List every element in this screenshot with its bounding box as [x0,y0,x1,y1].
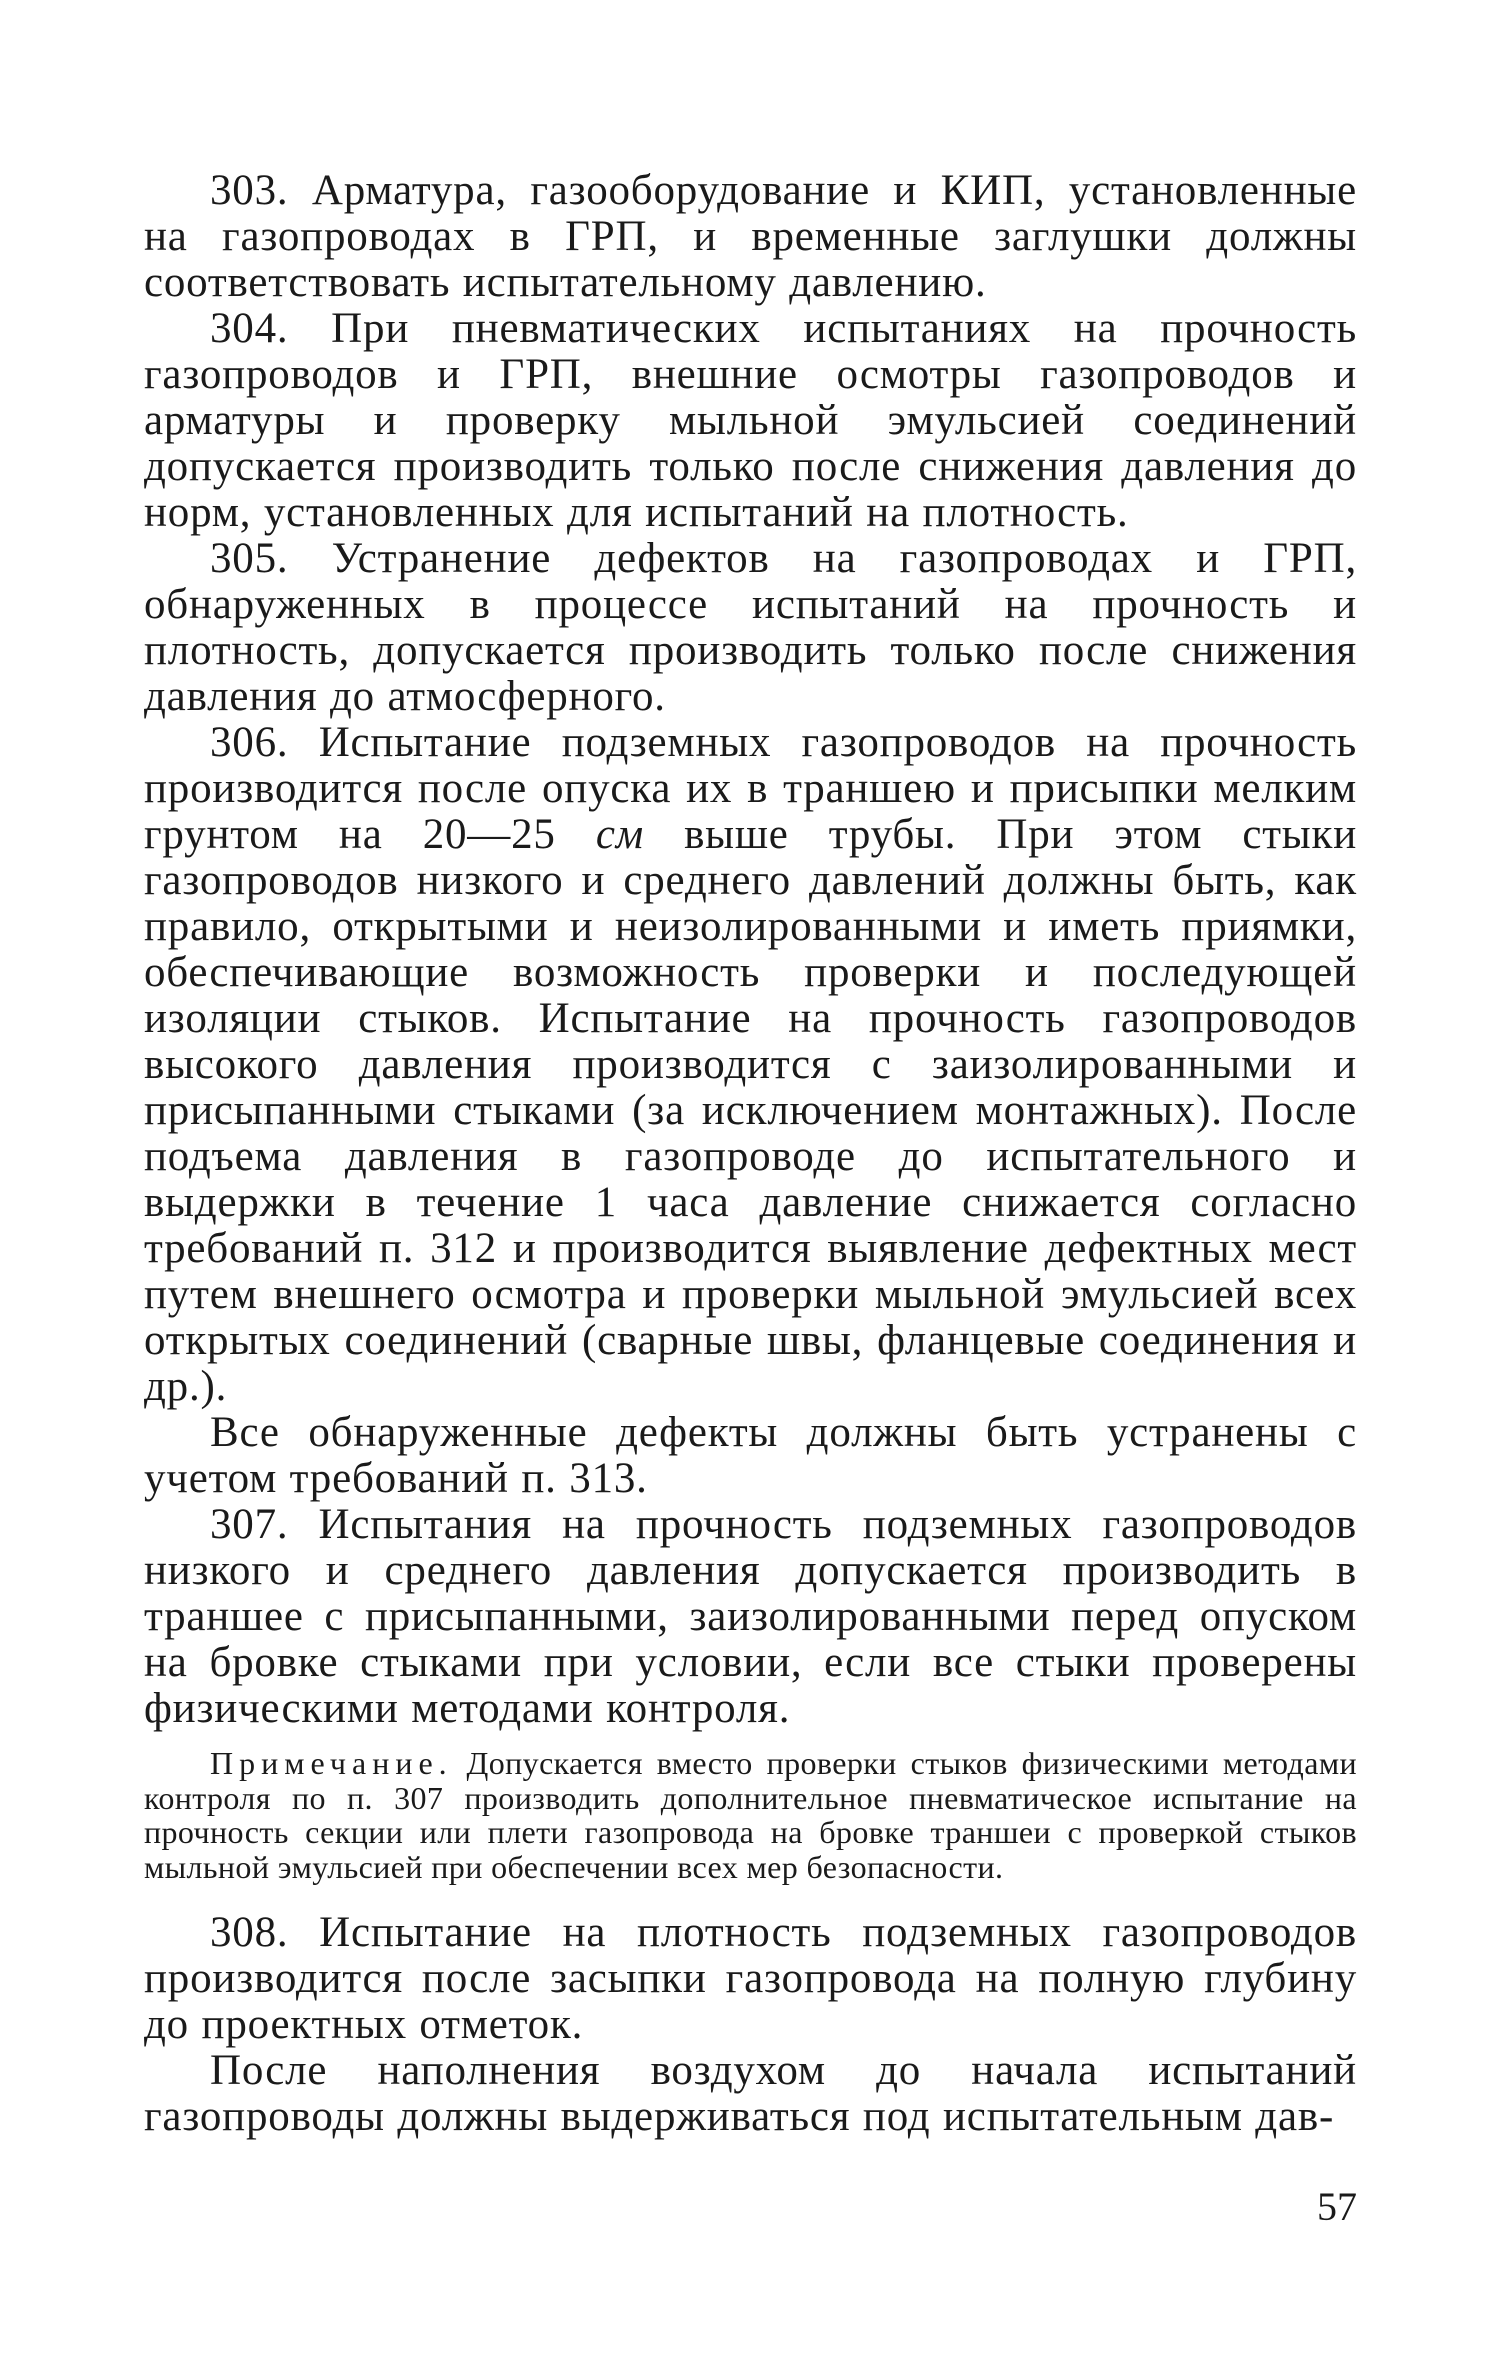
unit-cm: см [595,811,644,858]
paragraph-308: 308. Испытание на плотность подземных газопроводов производится после засыпки газопровода на полную глубину до проектных отметок. [144,1909,1357,2048]
paragraph-306-continuation: Все обнаруженные дефекты должны быть устранены с учетом требований п. 313. [144,1409,1357,1502]
paragraph-308-continuation: После наполнения воздухом до начала испытаний газопроводы должны выдерживаться под испытательным дав- [144,2047,1357,2140]
paragraph-306-text-start: 306. Испытание подземных газопроводов на прочность производится после опуска их в траншею и присыпки мелким грунтом на 20—25 [144,719,1357,858]
body-text [144,168,1357,2140]
paragraph-306 [144,720,1357,1410]
page-number: 57 [1317,2184,1357,2229]
paragraph-307: 307. Испытания на прочность подземных газопроводов низкого и среднего давления допускается производить в траншее с присыпанными, заизолированными перед опуском на бровке стыками при условии, если все стыки проверены физическими методами контроля. [144,1501,1357,1732]
paragraph-304: 304. При пневматических испытаниях на прочность газопроводов и ГРП, внешние осмотры газопроводов и арматуры и проверку мыльной эмульсией соединений допускается производить только после снижения давления до норм, установленных для испытаний на плотность. [144,305,1357,536]
note-text: Допускается вместо проверки стыков физическими методами контроля по п. 307 производить дополнительное пневматическое испытание на прочность секции или плети газопровода на бровке траншеи с проверкой стыков мыльной эмульсией при обеспечении всех мер безопасности. [144,1745,1357,1885]
paragraph-305: 305. Устранение дефектов на газопроводах и ГРП, обнаруженных в процессе испытаний на прочность и плотность, допускается производить только после снижения давления до атмосферного. [144,535,1357,720]
note [144,1746,1357,1884]
paragraph-306-text-end: выше трубы. При этом стыки газопроводов низкого и среднего давлений должны быть, как правило, открытыми и неизолированными и иметь приямки, обеспечивающие возможность проверки и последующей изоляции стыков. Испытание на прочность газопроводов высокого давления производится с заизолированными и присыпанными стыками (за исключением монтажных). После подъема давления в газопроводе до испытательного и выдержки в течение 1 часа давление снижается согласно требований п. 312 и производится выявление дефектных мест путем внешнего осмотра и проверки мыльной эмульсией всех открытых соединений (сварные швы, фланцевые соединения и др.). [144,811,1358,1410]
note-label: Примечание. [210,1745,453,1781]
paragraph-303: 303. Арматура, газооборудование и КИП, установленные на газопроводах в ГРП, и временные заглушки должны соответствовать испытательному давлению. [144,167,1357,306]
